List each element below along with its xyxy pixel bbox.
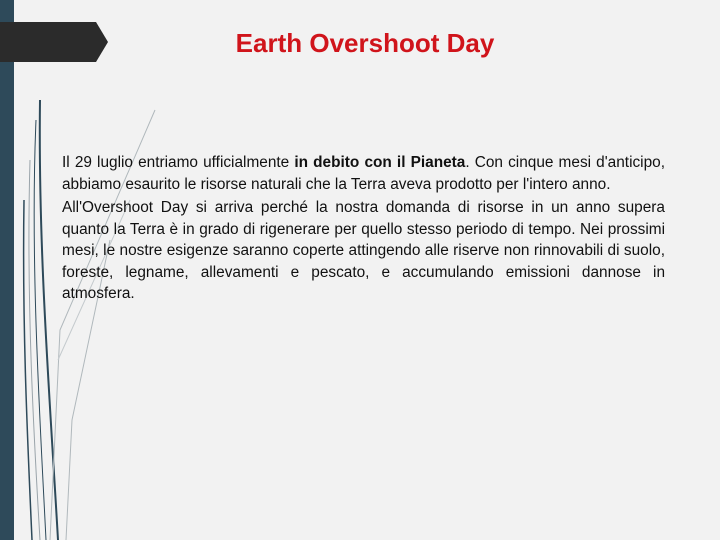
title-tab-shape (0, 22, 108, 62)
slide-title: Earth Overshoot Day (235, 28, 495, 58)
slide-body (62, 152, 665, 307)
paragraph-2: All'Overshoot Day si arriva perché la nostra domanda di risorse in un anno supera quanto la Terra è in grado di rigenerare per quello stesso periodo di tempo. Nei prossimi mesi, le nostre esigenze saranno coperte attingendo alle riserve non rinnovabili di suolo, foreste, legname, allevamenti e pescato, e accumulando emissioni dannose in atmosfera. (62, 199, 665, 302)
paragraph-1-end: . Con cinque mesi d'anticipo, abbiamo esaurito le risorse naturali che la Terra aveva prodotto per l'intero anno. (62, 154, 665, 193)
paragraph-1 (62, 152, 665, 195)
paragraph-1-bold: in debito con il Pianeta (294, 154, 466, 171)
paragraph-1-start: Il 29 luglio entriamo ufficialmente (62, 154, 295, 171)
